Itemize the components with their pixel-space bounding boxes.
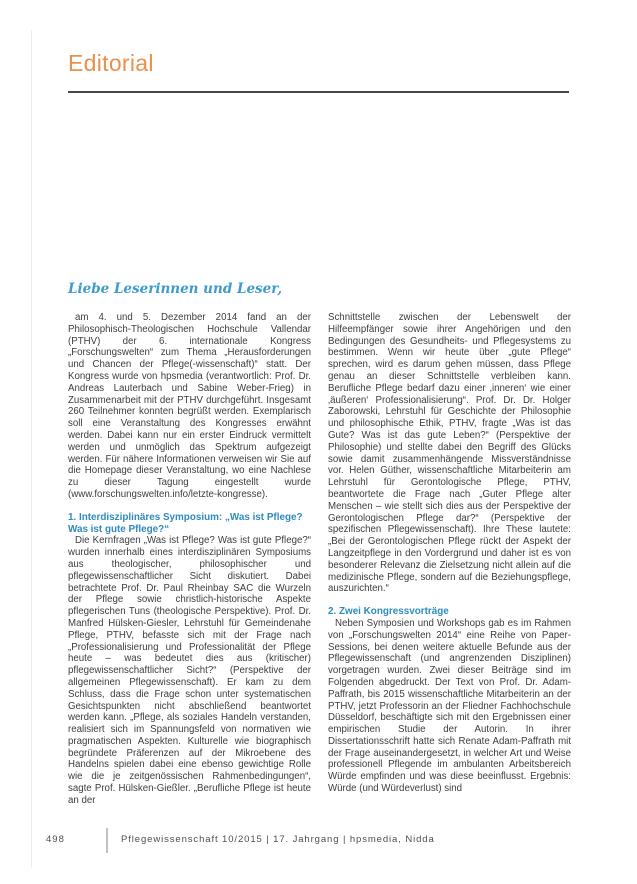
page-edge-line (31, 30, 32, 868)
greeting-line: Liebe Leserinnen und Leser, (68, 281, 283, 297)
body-column-left (68, 312, 311, 807)
article-body (68, 312, 571, 807)
section-heading: 1. Interdisziplinäres Symposium: „Was ist Pflege? Was ist gute Pflege?“ (68, 511, 303, 535)
body-paragraph: Schnittstelle zwischen der Lebenswelt der Hilfeempfänger sowie ihrer Angehörigen und den Bedingungen des Gesundheits- und Pflegesystems zu bestimmen. Wenn wir heute über „gute Pflege“ sprechen, wird es darum gehen müssen, dass Pflege genau an dieser Schnittstelle verbleiben kann. Berufliche Pflege bedarf dazu einer ‚inneren‘ wie einer ‚äußeren‘ Professionalisierung“. Prof. Dr. Dr. Holger Zaborowski, Lehrstuhl für Geschichte der Philosophie und philosophische Ethik, PTHV, fragte „Was ist das Gute? Was ist das gute Leben?“ (Perspektive der Philosophie) und stellte dabei den Begriff des Glücks sowie damit zusammenhängende Missverständnisse vor. Helen Güther, wissenschaftliche Mitarbeiterin am Lehrstuhl für Gerontologische Pflege, PTHV, beantwortete die Frage nach „Guter Pflege alter Menschen – wie stellt sich dies aus der Perspektive der Gerontologischen Pflege dar?“ (Perspektive der spezifischen Pflegewissenschaft). Ihre These lautete: „Bei der Gerontologischen Pflege rückt der Aspekt der Langzeitpflege in den Vordergrund und daher ist es von besonderer Relevanz die Zielsetzung nicht allein auf die medizinische Pflege, sondern auf die Beziehungspflege, auszurichten.“ (328, 312, 571, 595)
body-paragraph: am 4. und 5. Dezember 2014 fand an der Philosophisch-Theologischen Hochschule Vallendar (PTHV) der 6. internationale Kongress „Forschungswelten“ zum Thema „Herausforderungen und Chancen der Pflege(-wissenschaft)“ statt. Der Kongress wurde von hpsmedia (verantwortlich: Prof. Dr. Andreas Lauterbach und Sabine Weber-Frieg) in Zusammenarbeit mit der PTHV durchgeführt. Insgesamt 260 Teilnehmer konnten begrüßt werden. Exemplarisch soll eine Veranstaltung des Kongresses erwähnt werden. Dabei kann nur ein erster Eindruck vermittelt werden und unmöglich das Spektrum aufgezeigt werden. Für nähere Informationen verweisen wir Sie auf die Homepage dieser Veranstaltung, wo eine Nachlese zu dieser Tagung eingestellt wurde (www.forschungswelten.info/letzte-kongresse). (68, 312, 311, 500)
title-divider-rule (68, 91, 569, 93)
page-title: Editorial (68, 50, 154, 76)
body-column-right (328, 312, 571, 807)
footer-journal-line: Pflegewissenschaft 10/2015 | 17. Jahrgang | hpsmedia, Nidda (121, 834, 435, 845)
footer-page-number: 498 (46, 834, 65, 845)
section-heading: 2. Zwei Kongressvorträge (328, 606, 449, 618)
footer-divider (106, 828, 108, 853)
body-paragraph: Die Kernfragen „Was ist Pflege? Was ist gute Pflege?“ wurden innerhalb eines interdisziplinären Symposiums aus theologischer, philosophischer und pflegewissenschaftlicher Sicht diskutiert. Dabei betrachtete Prof. Dr. Paul Rheinbay SAC die Wurzeln der Pflege sowie christlich-historische Aspekte pflegerischen Tuns (theologische Perspektive). Prof. Dr. Manfred Hülsken-Giesler, Lehrstuhl für Gemeindenahe Pflege, PTHV, befasste sich mit der Frage nach „Professionalisierung und Professionalität der Pflege heute – was bedeutet dies aus (kritischer) pflegewissenschaftlicher Sicht?“ (Perspektive der allgemeinen Pflegewissenschaft). Er kam zu dem Schluss, dass die Frage schon unter systematischen Gesichtspunkten nicht abschließend beantwortet werden kann. „Pflege, als soziales Handeln verstanden, realisiert sich im Spannungsfeld von normativen wie pragmatischen Aspekten. Kulturelle wie biographisch begründete Präferenzen auf der Mikroebene des Handelns spielen dabei eine ebenso gewichtige Rolle wie die je zeitgenössischen Rahmenbedingungen“, sagte Prof. Hülsken-Gießler. „Berufliche Pflege ist heute an der (68, 535, 311, 806)
body-paragraph: Neben Symposien und Workshops gab es im Rahmen von „Forschungswelten 2014“ eine Reihe von Paper-Sessions, bei denen weitere aktuelle Befunde aus der Pflegewissenschaft (und angrenzenden Disziplinen) vorgetragen wurden. Zwei dieser Beiträge sind im Folgenden abgedruckt. Der Text von Prof. Dr. Adam-Paffrath, bis 2015 wissenschaftliche Mitarbeiterin an der PTHV, jetzt Professorin an der Fliedner Fachhochschule Düsseldorf, beschäftigte sich mit den Ergebnissen einer empirischen Studie der Autorin. In ihrer Dissertationsschrift hatte sich Renate Adam-Paffrath mit der Frage auseinandergesetzt, in welcher Art und Weise professionell Pflegende im ambulanten Arbeitsbereich Würde empfinden und was diese beeinflusst. Ergebnis: Würde (und Würdeverlust) sind (328, 617, 571, 795)
